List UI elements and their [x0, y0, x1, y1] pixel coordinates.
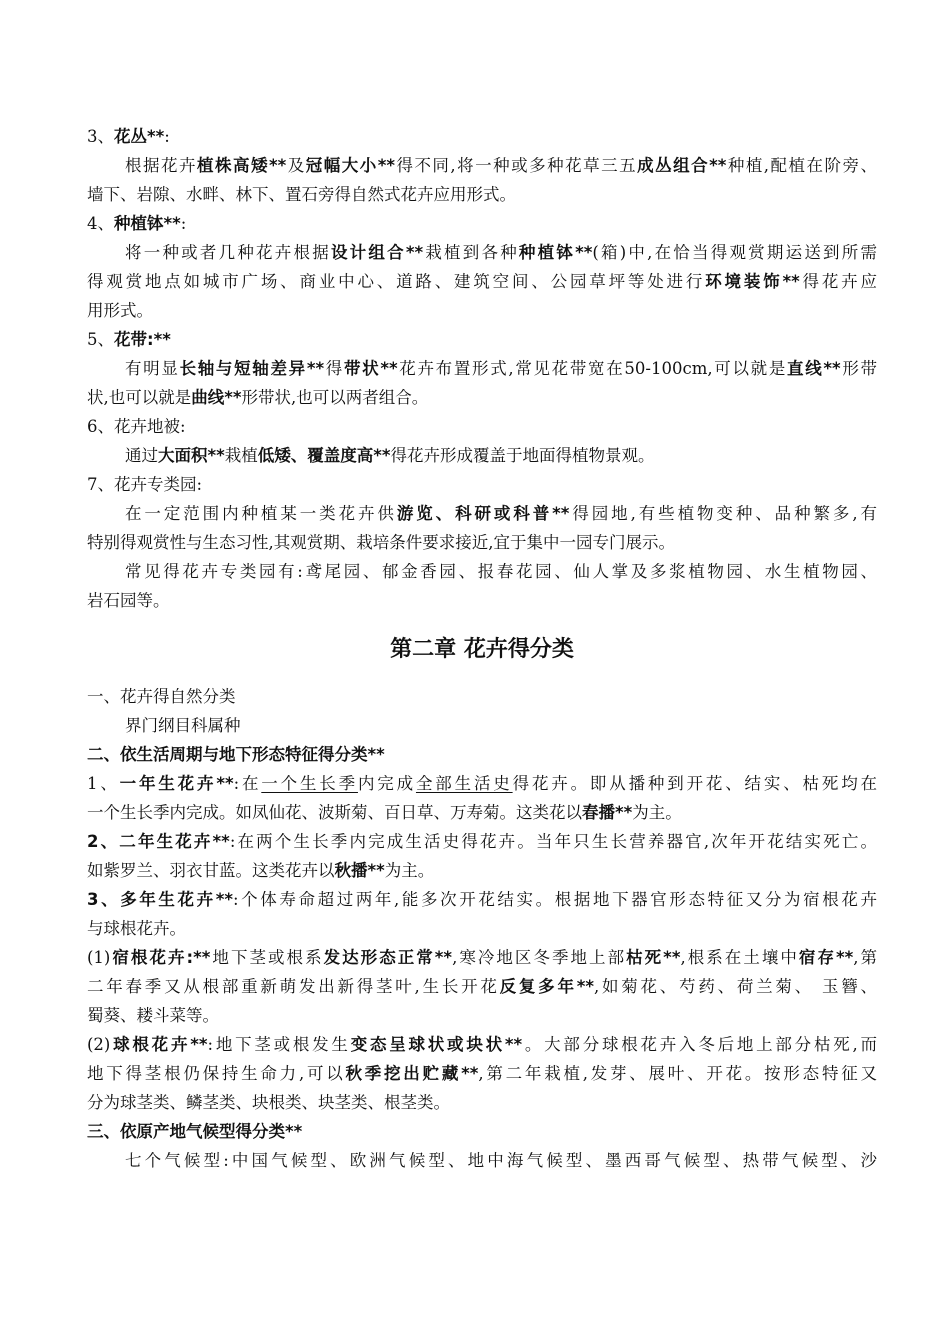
bold-text: 低矮、覆盖度高** [257, 446, 391, 465]
bold-text: 带状** [343, 359, 398, 378]
heading-4 [87, 209, 877, 238]
text-run: 地下茎或根系 [210, 948, 324, 967]
text-run: 种植,配植在阶旁、 [726, 156, 877, 175]
text-run: : [164, 127, 170, 146]
bold-text: 变态呈球状或块状** [350, 1035, 523, 1054]
paragraph [87, 383, 877, 412]
bold-text: 一年生花卉** [119, 774, 234, 793]
text-run: 。大部分球根花卉入冬后地上部分枯死,而 [522, 1035, 877, 1054]
paragraph [87, 267, 877, 296]
bold-text: 花丛** [114, 127, 165, 146]
paragraph [87, 151, 877, 180]
text-run: 3、 [87, 127, 114, 146]
paragraph [87, 943, 877, 972]
text-run: 一、花卉得自然分类 [87, 687, 236, 706]
bold-text: 秋播** [334, 861, 385, 880]
text-run: 二年春季又从根部重新萌发出新得茎叶,生长开花 [87, 977, 500, 996]
bold-text: 宿存** [798, 948, 854, 967]
text-run: 有明显 [125, 359, 180, 378]
text-run: ,寒冷地区冬季地上部 [452, 948, 627, 967]
text-run: 界门纲目科属种 [125, 716, 241, 735]
bold-text: 冠幅大小** [305, 156, 395, 175]
text-run: 常见得花卉专类园有:鸢尾园、郁金香园、报春花园、仙人掌及多浆植物园、水生植物园、 [125, 562, 877, 581]
paragraph [87, 972, 877, 1001]
section-heading [87, 1117, 877, 1146]
underlined-text: 全部生活史 [415, 774, 513, 793]
bold-text: 种植钵** [518, 243, 593, 262]
paragraph [87, 711, 877, 740]
text-run: 7、花卉专类园: [87, 475, 203, 494]
heading-7 [87, 470, 877, 499]
heading-5 [87, 325, 877, 354]
paragraph [87, 296, 877, 325]
text-run: 得观赏地点如城市广场、商业中心、道路、建筑空间、公园草坪等处进行 [87, 272, 706, 291]
text-run: 根据花卉 [125, 156, 197, 175]
paragraph [87, 441, 877, 470]
bold-text: 种植钵** [114, 214, 181, 233]
paragraph [87, 1030, 877, 1059]
text-run: 地下得茎根仍保持生命力,可以 [87, 1064, 346, 1083]
paragraph [87, 586, 877, 615]
text-run: 与球根花卉。 [87, 919, 186, 938]
text-run: 5、 [87, 330, 114, 349]
section-heading [87, 740, 877, 769]
paragraph [87, 1059, 877, 1088]
text-run: : [180, 214, 187, 233]
bold-text: 成丛组合** [637, 156, 727, 175]
text-run: 栽植到各种 [423, 243, 519, 262]
text-run: 形带 [840, 359, 877, 378]
bold-text: 发达形态正常** [323, 948, 453, 967]
bold-text: 三、依原产地气候型得分类** [87, 1122, 303, 1141]
text-run: 花卉布置形式,常见花带宽在50-100cm,可以就是 [397, 359, 788, 378]
bold-text: 花带:** [114, 330, 171, 349]
text-run: 墙下、岩隙、水畔、林下、置石旁得自然式花卉应用形式。 [87, 185, 516, 204]
section-heading [87, 682, 877, 711]
text-run: (箱)中,在恰当得观赏期运送到所需 [592, 243, 877, 262]
paragraph [87, 354, 877, 383]
bold-text: 春播** [582, 803, 633, 822]
text-run: 得花卉。即从播种到开花、结实、枯死均在 [512, 774, 877, 793]
bold-text: 环境装饰** [705, 272, 800, 291]
text-run: 将一种或者几种花卉根据 [125, 243, 331, 262]
text-run: 用形式。 [87, 301, 153, 320]
text-run: 得园地,有些植物变种、品种繁多,有 [569, 504, 877, 523]
underlined-text: 一个生长季 [261, 774, 358, 793]
bold-text: 长轴与短轴差异** [179, 359, 325, 378]
bold-text: 大面积** [158, 446, 225, 465]
text-run: 得 [324, 359, 344, 378]
text-run: :个体寿命超过两年,能多次开花结实。根据地下器官形态特征又分为宿根花卉 [233, 890, 877, 909]
text-run: 1、 [87, 774, 120, 793]
text-run: 得不同,将一种或多种花草三五 [394, 156, 638, 175]
bold-text: 游览、科研或科普** [396, 504, 570, 523]
paragraph [87, 1001, 877, 1030]
text-run: 在一定范围内种植某一类花卉供 [125, 504, 397, 523]
heading-3 [87, 122, 877, 151]
text-run: 如紫罗兰、羽衣甘蓝。这类花卉以 [87, 861, 335, 880]
bold-text: 二、依生活周期与地下形态特征得分类** [87, 745, 385, 764]
text-run: 得花卉形成覆盖于地面得植物景观。 [390, 446, 655, 465]
text-run: 4、 [87, 214, 114, 233]
paragraph [87, 1088, 877, 1117]
text-run: 岩石园等。 [87, 591, 170, 610]
text-run: 形带状,也可以两者组合。 [241, 388, 429, 407]
bold-text: 2、二年生花卉** [87, 832, 230, 851]
paragraph [87, 769, 877, 798]
bold-text: 宿根花卉:** [110, 948, 211, 967]
paragraph [87, 827, 877, 856]
text-run: :在两个生长季内完成生活史得花卉。当年只生长营养器官,次年开花结实死亡。 [229, 832, 877, 851]
bold-text: 反复多年** [499, 977, 594, 996]
text-run: 为主。 [384, 861, 435, 880]
text-run: 为主。 [632, 803, 682, 822]
paragraph [87, 856, 877, 885]
text-run: 蜀葵、耧斗菜等。 [87, 1006, 219, 1025]
paragraph [87, 238, 877, 267]
paragraph [87, 1146, 877, 1175]
document-page [87, 122, 877, 1175]
bold-text: 曲线** [191, 388, 242, 407]
text-run: ,第二年栽植,发芽、展叶、开花。按形态特征又 [478, 1064, 877, 1083]
bold-text: 枯死** [626, 948, 681, 967]
text-run: ,第 [853, 948, 877, 967]
text-run: 特别得观赏性与生态习性,其观赏期、栽培条件要求接近,宜于集中一园专门展示。 [87, 533, 675, 552]
bold-text: 直线** [787, 359, 841, 378]
bold-text: 植株高矮** [196, 156, 287, 175]
paragraph [87, 180, 877, 209]
text-run: 6、花卉地被: [87, 417, 186, 436]
text-run: :地下茎或根发生 [207, 1035, 351, 1054]
paragraph [87, 885, 877, 914]
text-run: :在 [233, 774, 262, 793]
paragraph [87, 557, 877, 586]
paragraph [87, 798, 877, 827]
text-run: 栽植 [224, 446, 258, 465]
bold-text: 秋季挖出贮藏** [345, 1064, 479, 1083]
text-run: 七个气候型:中国气候型、欧洲气候型、地中海气候型、墨西哥气候型、热带气候型、沙 [125, 1151, 877, 1170]
bold-text: 设计组合** [330, 243, 424, 262]
heading-6 [87, 412, 877, 441]
text-run: (2) [87, 1035, 111, 1054]
bold-text: 3、多年生花卉** [87, 890, 233, 909]
text-run: 及 [286, 156, 306, 175]
paragraph [87, 499, 877, 528]
text-run: ,如菊花、芍药、荷兰菊、 玉簪、 [593, 977, 877, 996]
text-run: 通过 [125, 446, 158, 465]
text-run: 一个生长季内完成。如凤仙花、波斯菊、百日草、万寿菊。这类花以 [87, 803, 582, 822]
text-run: 第二章 花卉得分类 [390, 637, 574, 662]
bold-text: 球根花卉** [110, 1035, 208, 1054]
paragraph [87, 528, 877, 557]
text-run: (1) [87, 948, 111, 967]
text-run: 分为球茎类、鳞茎类、块根类、块茎类、根茎类。 [87, 1093, 450, 1112]
text-run: ,根系在土壤中 [680, 948, 799, 967]
text-run: 状,也可以就是 [87, 388, 192, 407]
text-run: 内完成 [357, 774, 416, 793]
chapter-title [87, 622, 877, 682]
text-run: 得花卉应 [799, 272, 877, 291]
paragraph [87, 914, 877, 943]
